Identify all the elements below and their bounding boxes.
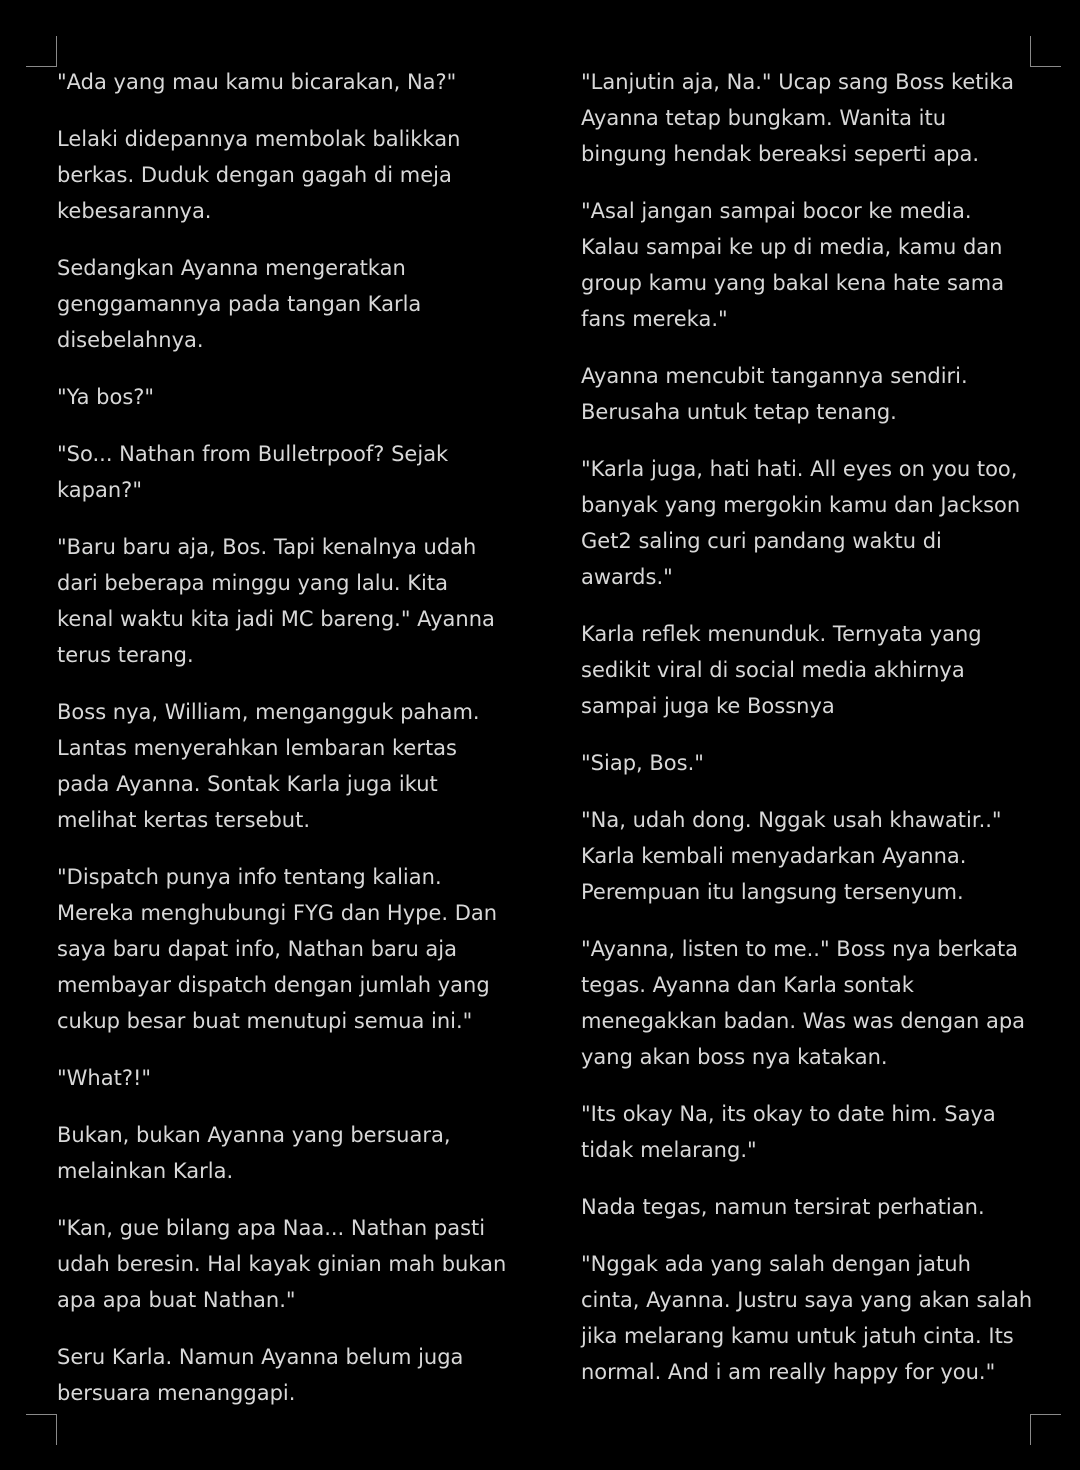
right-column <box>581 64 1033 1411</box>
paragraph: "Karla juga, hati hati. All eyes on you too, banyak yang mergokin kamu dan Jackson Get2 saling curi pandang waktu di awards." <box>581 457 1021 589</box>
paragraph: "Siap, Bos." <box>581 751 704 775</box>
paragraph: "So... Nathan from Bulletrpoof? Sejak kapan?" <box>57 442 449 502</box>
paragraph: Seru Karla. Namun Ayanna belum juga bersuara menanggapi. <box>57 1345 464 1405</box>
paragraph: Bukan, bukan Ayanna yang bersuara, melainkan Karla. <box>57 1123 451 1183</box>
paragraph: "Ayanna, listen to me.." Boss nya berkata tegas. Ayanna dan Karla sontak menegakkan badan. Was was dengan apa yang akan boss nya katakan. <box>581 937 1026 1069</box>
paragraph: "Asal jangan sampai bocor ke media. Kalau sampai ke up di media, kamu dan group kamu yang bakal kena hate sama fans mereka." <box>581 199 1005 331</box>
paragraph: Lelaki didepannya membolak balikkan berkas. Duduk dengan gagah di meja kebesarannya. <box>57 127 461 223</box>
paragraph: "Kan, gue bilang apa Naa... Nathan pasti udah beresin. Hal kayak ginian mah bukan apa apa buat Nathan." <box>57 1216 507 1312</box>
paragraph: Boss nya, William, mengangguk paham. Lantas menyerahkan lembaran kertas pada Ayanna. Sontak Karla juga ikut melihat kertas tersebut. <box>57 700 480 832</box>
crop-mark-bottom-right <box>1030 1414 1061 1445</box>
paragraph: Karla reflek menunduk. Ternyata yang sedikit viral di social media akhirnya sampai juga ke Bossnya <box>581 622 982 718</box>
paragraph: Sedangkan Ayanna mengeratkan genggamannya pada tangan Karla disebelahnya. <box>57 256 422 352</box>
crop-mark-top-left <box>26 36 57 67</box>
paragraph: Nada tegas, namun tersirat perhatian. <box>581 1195 985 1219</box>
paragraph: "Na, udah dong. Nggak usah khawatir.." Karla kembali menyadarkan Ayanna. Perempuan itu langsung tersenyum. <box>581 808 1002 904</box>
paragraph: "Lanjutin aja, Na." Ucap sang Boss ketika Ayanna tetap bungkam. Wanita itu bingung hendak bereaksi seperti apa. <box>581 70 1015 166</box>
paragraph: "What?!" <box>57 1066 152 1090</box>
paragraph: "Ya bos?" <box>57 385 155 409</box>
paragraph: "Ada yang mau kamu bicarakan, Na?" <box>57 70 457 94</box>
paragraph: "Dispatch punya info tentang kalian. Mereka menghubungi FYG dan Hype. Dan saya baru dapat info, Nathan baru aja membayar dispatch dengan jumlah yang cukup besar buat menutupi semua ini." <box>57 865 498 1033</box>
crop-mark-bottom-left <box>26 1414 57 1445</box>
left-column <box>57 64 507 1432</box>
paragraph: Ayanna mencubit tangannya sendiri. Berusaha untuk tetap tenang. <box>581 364 968 424</box>
paragraph: "Its okay Na, its okay to date him. Saya tidak melarang." <box>581 1102 996 1162</box>
paragraph: "Nggak ada yang salah dengan jatuh cinta, Ayanna. Justru saya yang akan salah jika melarang kamu untuk jatuh cinta. Its normal. And i am really happy for you." <box>581 1252 1033 1384</box>
crop-mark-top-right <box>1030 36 1061 67</box>
paragraph: "Baru baru aja, Bos. Tapi kenalnya udah dari beberapa minggu yang lalu. Kita kenal waktu kita jadi MC bareng." Ayanna terus terang. <box>57 535 495 667</box>
